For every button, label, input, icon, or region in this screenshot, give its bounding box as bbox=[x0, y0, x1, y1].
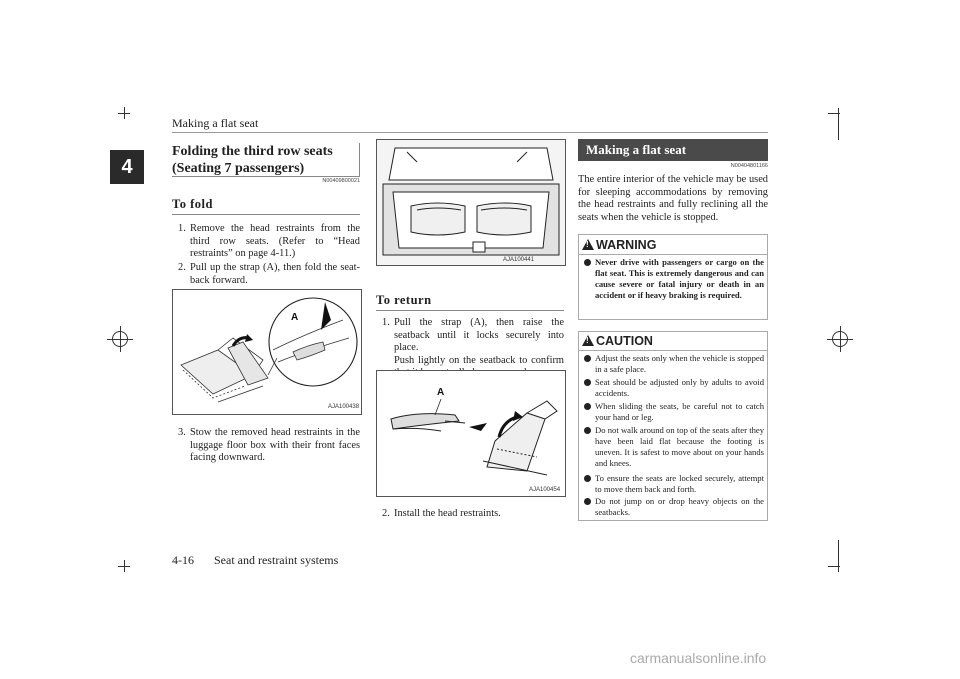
section-code: N00404801166 bbox=[730, 163, 768, 169]
warning-item-text: Never drive with passengers or cargo on the flat seat. This is extremely dangerous and can cause severe or fatal injury or death in an accident or if heavy braking is required. bbox=[595, 257, 764, 300]
caution-rule bbox=[578, 350, 768, 351]
section-heading-line1: Folding the third row seats bbox=[172, 144, 333, 159]
warning-rule bbox=[578, 254, 768, 255]
figure-label-a: A bbox=[291, 312, 299, 323]
watermark: carmanualsonline.info bbox=[630, 650, 767, 666]
header-rule bbox=[172, 132, 768, 133]
step-text: Stow the removed head restraints in the luggage floor box with their front faces facing downward. bbox=[190, 427, 360, 464]
figure-code: AJA100438 bbox=[328, 404, 360, 410]
step-number: 1. bbox=[178, 223, 186, 234]
luggage-box-illustration bbox=[377, 140, 565, 265]
subheading-to-return: To return bbox=[376, 293, 432, 307]
subheading-rule bbox=[376, 310, 564, 311]
registration-mark bbox=[112, 331, 128, 347]
bullet-icon bbox=[584, 379, 591, 386]
fold-step-2 bbox=[178, 262, 360, 287]
running-header-title: Making a flat seat bbox=[172, 116, 259, 130]
section-heading-folding bbox=[172, 143, 362, 177]
seat-raise-illustration bbox=[377, 371, 565, 496]
warning-label-text: WARNING bbox=[596, 238, 657, 252]
crop-mark bbox=[124, 107, 125, 119]
warning-label bbox=[582, 238, 656, 252]
registration-mark bbox=[832, 331, 848, 347]
crop-mark bbox=[838, 108, 839, 140]
figure-fold-seatback bbox=[172, 289, 362, 415]
footer-section-name: Seat and restraint systems bbox=[214, 553, 339, 567]
subheading-rule bbox=[172, 214, 360, 215]
figure-label-a: A bbox=[437, 387, 445, 398]
fold-step-3 bbox=[178, 427, 360, 465]
bullet-icon bbox=[584, 498, 591, 505]
bullet-icon bbox=[584, 403, 591, 410]
step-number: 1. bbox=[382, 317, 390, 328]
section-code: N00409800021 bbox=[322, 178, 360, 184]
caution-item bbox=[584, 425, 764, 469]
section-heading-line2: (Seating 7 passengers) bbox=[172, 161, 305, 176]
caution-item-text: Adjust the seats only when the vehicle is stopped in a safe place. bbox=[595, 353, 764, 374]
caution-label-text: CAUTION bbox=[596, 334, 653, 348]
crop-mark bbox=[124, 560, 125, 572]
caution-item bbox=[584, 377, 764, 399]
bullet-icon bbox=[584, 355, 591, 362]
section-rule-vertical bbox=[359, 143, 360, 177]
caution-item-text: Seat should be adjusted only by adults to avoid accidents. bbox=[595, 377, 764, 398]
caution-item-text: Do not walk around on top of the seats after they have been laid flat because the footing is uneven. It is safest to move about on your hands and knees. bbox=[595, 425, 764, 468]
footer-page-number: 4-16 bbox=[172, 553, 194, 567]
figure-luggage-floor-box bbox=[376, 139, 566, 266]
caution-item bbox=[584, 353, 764, 375]
flat-seat-intro: The entire interior of the vehicle may be used for sleeping accommodations by removing the head restraints and fully reclining all the seats when the vehicle is stopped. bbox=[578, 174, 768, 223]
figure-raise-seatback bbox=[376, 370, 566, 497]
step-text: Pull up the strap (A), then fold the seat-back forward. bbox=[190, 262, 360, 286]
figure-code: AJA100441 bbox=[503, 257, 535, 263]
step-text: Remove the head restraints from the third row seats. (Refer to “Head restraints” on page 4-11.) bbox=[190, 223, 360, 260]
caution-item bbox=[584, 473, 764, 495]
chapter-tab: 4 bbox=[110, 150, 144, 184]
caution-item bbox=[584, 401, 764, 423]
step-number: 2. bbox=[178, 262, 186, 273]
step-number: 3. bbox=[178, 427, 186, 438]
step-text: Install the head restraints. bbox=[394, 508, 501, 519]
seat-fold-illustration bbox=[173, 290, 361, 414]
figure-code: AJA100454 bbox=[529, 487, 561, 493]
warning-triangle-icon bbox=[582, 239, 594, 250]
bullet-icon bbox=[584, 259, 591, 266]
fold-step-1 bbox=[178, 223, 360, 261]
caution-item-text: To ensure the seats are locked securely, attempt to move them back and forth. bbox=[595, 473, 764, 494]
step-number: 2. bbox=[382, 508, 390, 519]
return-step-2 bbox=[382, 508, 564, 521]
caution-item bbox=[584, 496, 764, 518]
caution-label bbox=[582, 334, 653, 348]
bullet-icon bbox=[584, 427, 591, 434]
subheading-to-fold: To fold bbox=[172, 197, 213, 211]
warning-item bbox=[584, 257, 764, 301]
crop-mark bbox=[838, 540, 839, 572]
step-text-confirm: Push lightly on the seatback to confirm bbox=[394, 354, 564, 366]
section-rule bbox=[172, 176, 360, 177]
caution-item-text: When sliding the seats, be careful not to catch your hand or leg. bbox=[595, 401, 764, 422]
bullet-icon bbox=[584, 475, 591, 482]
caution-triangle-icon bbox=[582, 335, 594, 346]
caution-item-text: Do not jump on or drop heavy objects on the seatbacks. bbox=[595, 496, 764, 517]
section-heading-flat-seat: Making a flat seat bbox=[578, 139, 768, 161]
step-text: Pull the strap (A), then raise the seatback until it locks securely into place. bbox=[394, 317, 564, 354]
